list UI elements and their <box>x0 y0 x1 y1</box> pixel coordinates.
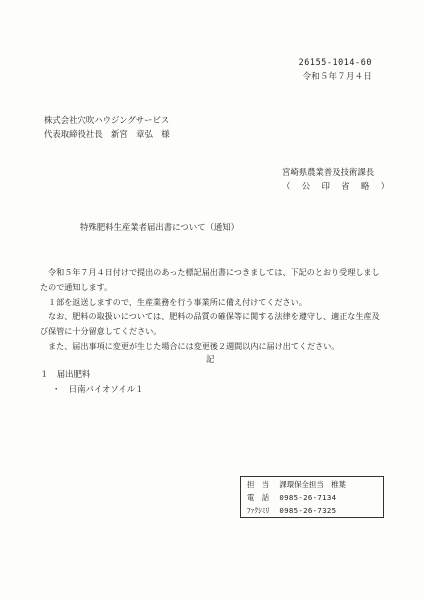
fax-label: ﾌｧｸｼﾐﾘ <box>247 506 270 515</box>
body-paragraph: また、届出事項に変更が生じた場合には変更後２週間以内に届け出てください。 <box>48 340 340 351</box>
phone-label: 電 話 <box>247 493 270 502</box>
contact-person-row <box>247 481 346 488</box>
body-paragraph: なお、肥料の取扱いについては、肥料の品質の確保等に関する法律を遵守し、適正な生産及び保管に十分留意してください。 <box>40 311 380 337</box>
document-body <box>40 265 386 354</box>
fax-value: 0985-26-7325 <box>279 506 337 515</box>
seal-omitted-note: （ 公 印 省 略 ） <box>282 181 391 191</box>
phone-row <box>247 494 336 501</box>
contact-person-value: 課環保全担当 椎葉 <box>279 480 346 489</box>
recipient-company: 株式会社穴吹ハウジングサービス <box>44 115 170 125</box>
document-number: 26155-1014-60 <box>298 57 372 67</box>
document-date: 令和５年７月４日 <box>302 71 372 81</box>
body-paragraph: １部を返送しますので、生産業務を行う事業所に備え付けてください。 <box>48 296 307 307</box>
contact-box <box>240 476 384 518</box>
recipient-name: 代表取締役社長 新宮 章弘 様 <box>44 129 170 139</box>
fax-row <box>247 507 336 514</box>
ki-heading: 記 <box>206 354 215 364</box>
sender-title: 宮崎県農業普及技術課長 <box>282 167 375 177</box>
fertilizer-entry: ・ 日南バイオソイル１ <box>52 384 144 394</box>
body-paragraph: 令和５年７月４日付けで提出のあった標記届出書につきましては、下記のとおり受理しましたので通知します。 <box>40 267 380 292</box>
document-subject: 特殊肥料生産業者届出書について（通知） <box>80 222 239 232</box>
item-heading: １ 届出肥料 <box>40 369 91 379</box>
phone-value: 0985-26-7134 <box>279 493 337 502</box>
contact-person-label: 担 当 <box>247 480 270 489</box>
